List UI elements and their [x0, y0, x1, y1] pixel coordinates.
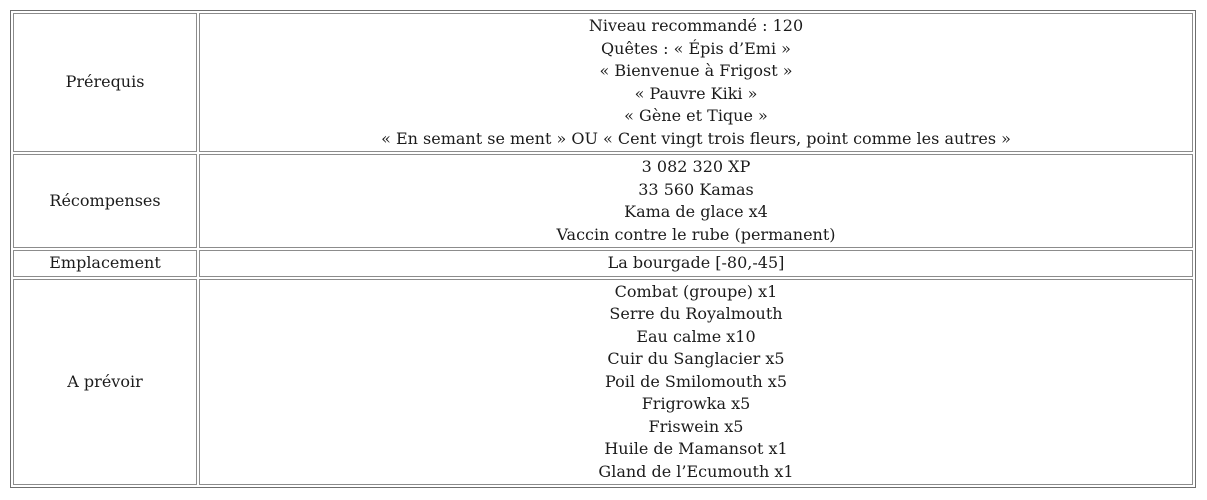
row-label-a-prevoir: A prévoir — [13, 279, 197, 486]
cell-line: Kama de glace x4 — [624, 202, 768, 221]
row-content-a-prevoir — [199, 279, 1193, 486]
cell-line: Frigrowka x5 — [641, 394, 751, 413]
cell-line: Poil de Smilomouth x5 — [605, 371, 787, 391]
cell-line: « Bienvenue à Frigost » — [599, 61, 793, 80]
cell-line: Combat (groupe) x1 — [614, 281, 778, 301]
cell-line: 33 560 Kamas — [638, 179, 754, 199]
row-content-recompenses — [199, 154, 1193, 248]
row-label-emplacement: Emplacement — [13, 250, 197, 277]
table-row-emplacement — [13, 250, 1193, 277]
cell-line: Cuir du Sanglacier x5 — [607, 349, 785, 368]
cell-line: Gland de l’Ecumouth x1 — [598, 461, 794, 481]
row-content-emplacement — [199, 250, 1193, 277]
cell-line: Eau calme x10 — [636, 326, 756, 346]
row-content-prerequis — [199, 13, 1193, 152]
cell-line: Vaccin contre le rube (permanent) — [556, 224, 836, 244]
cell-line: « Gène et Tique » — [624, 106, 768, 125]
cell-line: « En semant se ment » OU « Cent vingt trois fleurs, point comme les autres » — [381, 128, 1011, 148]
cell-line: La bourgade [-80,-45] — [607, 253, 785, 272]
cell-line: Friswein x5 — [648, 416, 744, 436]
table-row-a-prevoir — [13, 279, 1193, 486]
table-row-recompenses — [13, 154, 1193, 248]
quest-info-table — [10, 10, 1196, 488]
row-label-recompenses: Récompenses — [13, 154, 197, 248]
cell-line: 3 082 320 XP — [641, 157, 751, 176]
cell-line: Niveau recommandé : 120 — [588, 16, 804, 35]
cell-line: Serre du Royalmouth — [609, 304, 783, 323]
cell-line: Quêtes : « Épis d’Emi » — [601, 38, 791, 58]
table-row-prerequis — [13, 13, 1193, 152]
row-label-prerequis: Prérequis — [13, 13, 197, 152]
cell-line: Huile de Mamansot x1 — [604, 439, 788, 458]
cell-line: « Pauvre Kiki » — [634, 83, 758, 103]
